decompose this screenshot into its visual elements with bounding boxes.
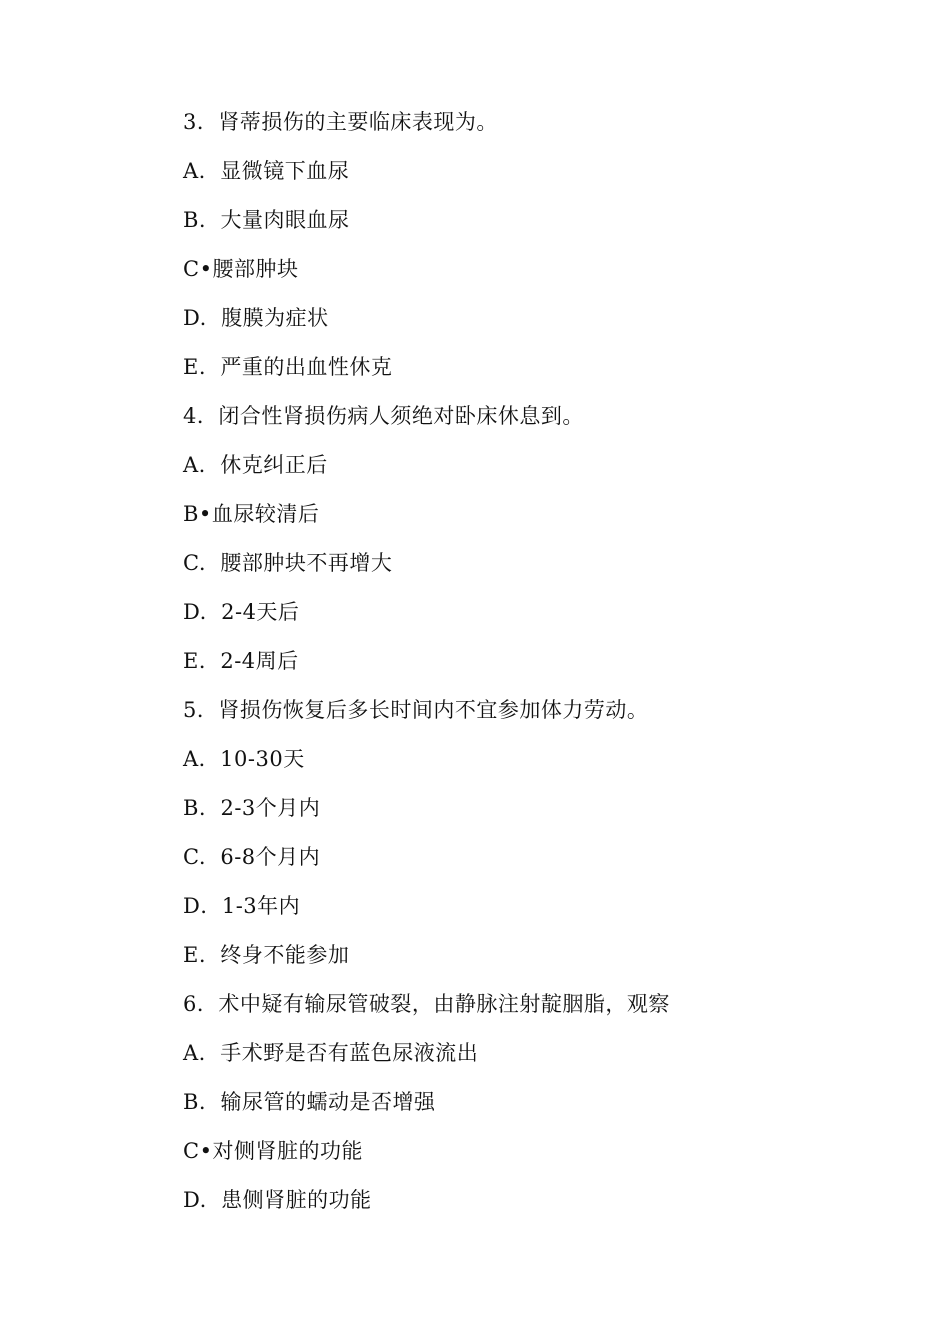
question-6-option-c: C•对侧肾脏的功能: [183, 1139, 363, 1163]
question-3-option-a: A. 显微镜下血尿: [183, 159, 350, 183]
question-4-option-c: C. 腰部肿块不再增大: [183, 551, 393, 575]
question-3-option-b: B. 大量肉眼血尿: [183, 208, 350, 232]
question-3-option-e: E. 严重的出血性休克: [183, 355, 393, 379]
question-6-stem: 6．术中疑有输尿管破裂，由静脉注射靛胭脂，观察: [183, 992, 670, 1016]
question-3-option-c: C•腰部肿块: [183, 257, 299, 281]
question-5-option-e: E. 终身不能参加: [183, 943, 350, 967]
question-text-block: [183, 104, 903, 1231]
question-3-stem: 3．肾蒂损伤的主要临床表现为。: [183, 110, 498, 134]
question-6-option-a: A. 手术野是否有蓝色尿液流出: [183, 1041, 479, 1065]
question-4-option-b: B•血尿较清后: [183, 502, 320, 526]
question-6-option-d: D. 患侧肾脏的功能: [183, 1188, 372, 1212]
question-3-option-d: D. 腹膜为症状: [183, 306, 329, 330]
question-5-option-b: B. 2-3个月内: [183, 796, 321, 820]
question-4-stem: 4．闭合性肾损伤病人须绝对卧床休息到。: [183, 404, 584, 428]
question-5-option-c: C. 6-8个月内: [183, 845, 321, 869]
question-5-stem: 5．肾损伤恢复后多长时间内不宜参加体力劳动。: [183, 698, 649, 722]
question-4-option-a: A. 休克纠正后: [183, 453, 328, 477]
question-5-option-a: A．10-30天: [183, 747, 305, 771]
question-5-option-d: D．1-3年内: [183, 894, 301, 918]
question-6-option-b: B. 输尿管的蠕动是否增强: [183, 1090, 436, 1114]
question-4-option-d: D. 2-4天后: [183, 600, 300, 624]
question-4-option-e: E．2-4周后: [183, 649, 299, 673]
